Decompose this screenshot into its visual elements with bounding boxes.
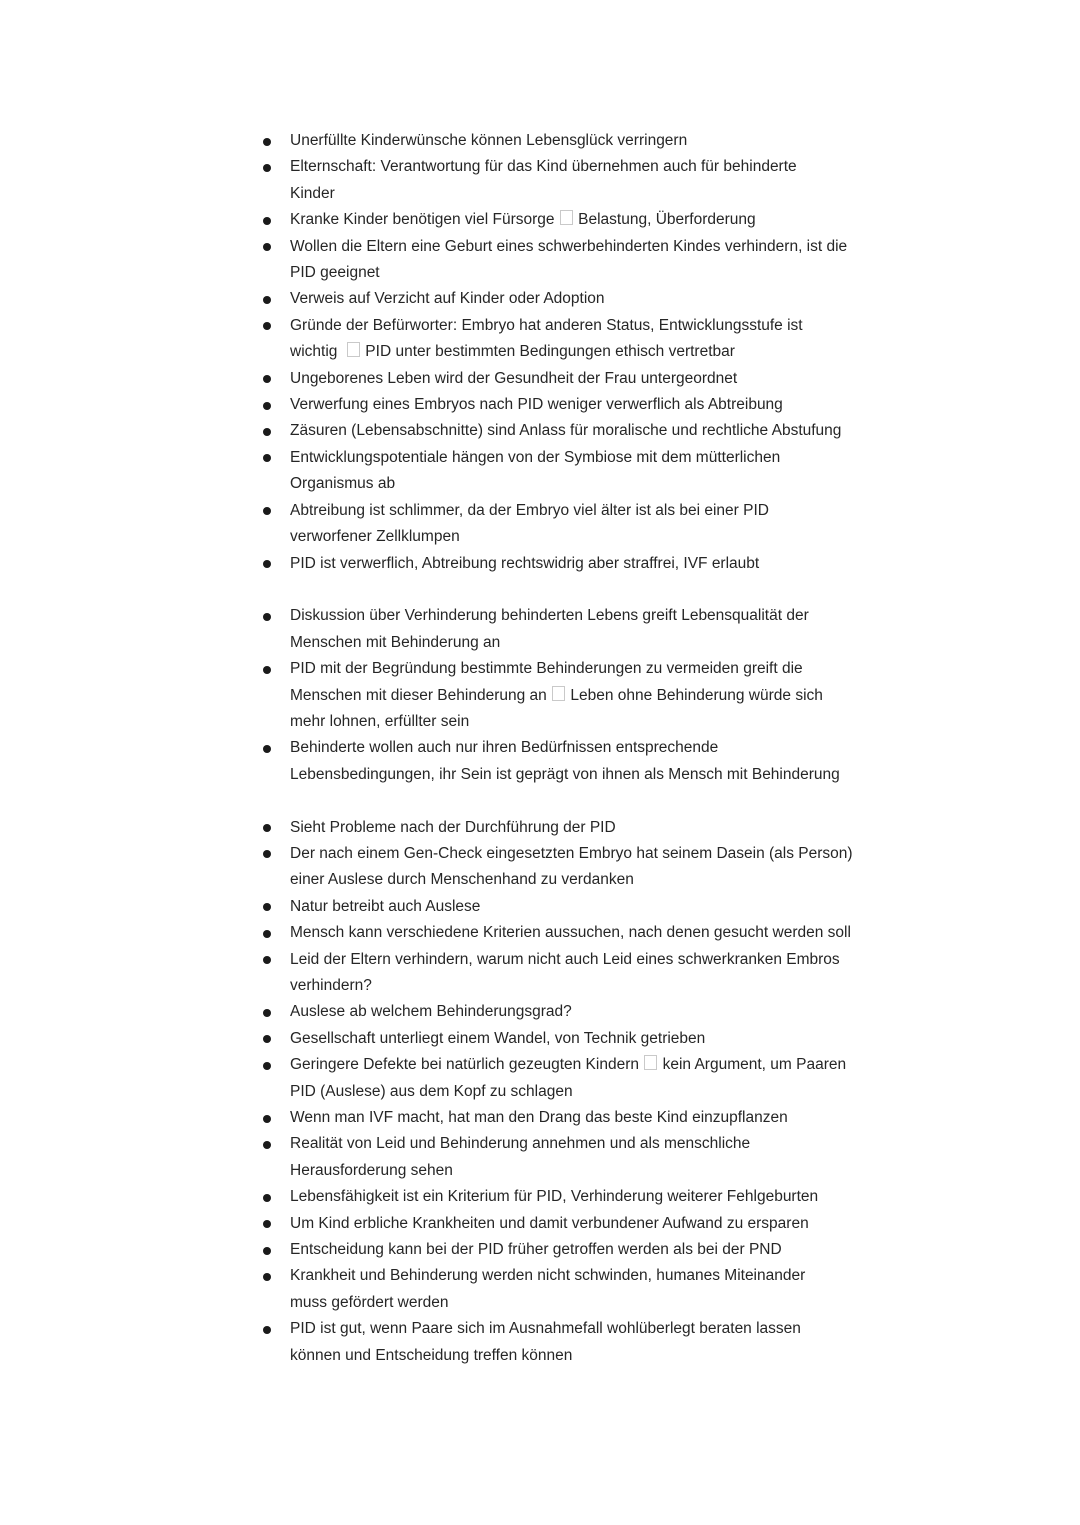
list-item — [262, 735, 1002, 788]
list-item — [262, 128, 1002, 154]
list-item-text: PID ist verwerflich, Abtreibung rechtswidrig aber straffrei, IVF erlaubt — [290, 554, 760, 572]
list-item-text: Unerfüllte Kinderwünsche können Lebensglück verringern — [290, 132, 688, 149]
list-item-text: PID mit der Begründung bestimmte Behinderungen zu vermeiden greift die Menschen mit dieser Behinderung an Leben ohne Behinderung würde sich mehr lohnen, erfüllter sein — [290, 660, 823, 730]
bullet-icon — [263, 930, 271, 938]
bullet-list-group-1 — [262, 128, 1002, 577]
bullet-icon — [263, 1141, 271, 1149]
list-item — [262, 603, 1002, 656]
bullet-icon — [263, 1273, 271, 1281]
list-item-text: Lebensfähigkeit ist ein Kriterium für PID, Verhinderung weiterer Fehlgeburten — [290, 1188, 819, 1206]
list-item-text: Realität von Leid und Behinderung annehmen und als menschliche Herausforderung sehen — [290, 1135, 751, 1179]
bullet-icon — [263, 1194, 271, 1202]
list-item — [262, 366, 1002, 392]
list-item-text: Natur betreibt auch Auslese — [290, 897, 481, 915]
list-item — [262, 894, 1002, 920]
bullet-icon — [263, 1326, 271, 1334]
list-item-text: Abtreibung ist schlimmer, da der Embryo viel älter ist als bei einer PID verworfener Zellklumpen — [290, 501, 769, 546]
list-item-text: Verwerfung eines Embryos nach PID weniger verwerflich als Abtreibung — [290, 396, 783, 414]
list-item-text: Entscheidung kann bei der PID früher getroffen werden als bei der PND — [290, 1241, 782, 1259]
list-item — [262, 999, 1002, 1025]
bullet-icon — [263, 1115, 271, 1123]
bullet-icon — [263, 824, 271, 832]
list-item — [262, 1263, 1002, 1316]
list-item-text: Zäsuren (Lebensabschnitte) sind Anlass für moralische und rechtliche Abstufung — [290, 422, 842, 440]
list-item-text: Leid der Eltern verhindern, warum nicht auch Leid eines schwerkranken Embros verhindern? — [290, 950, 840, 994]
list-item — [262, 1184, 1002, 1210]
list-item — [262, 418, 1002, 444]
list-item — [262, 1026, 1002, 1052]
bullet-icon — [263, 402, 271, 410]
list-item — [262, 154, 1002, 207]
bullet-icon — [263, 164, 271, 172]
list-item-text: Der nach einem Gen-Check eingesetzten Embryo hat seinem Dasein (als Person) einer Auslese durch Menschenhand zu verdanken — [290, 844, 853, 889]
list-item — [262, 1131, 1002, 1184]
list-item — [262, 656, 1002, 735]
list-item-text: Kranke Kinder benötigen viel Fürsorge Belastung, Überforderung — [290, 211, 756, 229]
list-item — [262, 815, 1002, 841]
list-item-text: Elternschaft: Verantwortung für das Kind übernehmen auch für behinderte Kinder — [290, 158, 797, 202]
bullet-list-group-2 — [262, 603, 1002, 788]
list-item — [262, 286, 1002, 312]
bullet-icon — [263, 666, 271, 674]
list-item — [262, 551, 1002, 577]
missing-glyph-box-icon — [644, 1055, 657, 1070]
list-item — [262, 1211, 1002, 1237]
list-item-text: Entwicklungspotentiale hängen von der Symbiose mit dem mütterlichen Organismus ab — [290, 448, 781, 493]
list-item-text: Behinderte wollen auch nur ihren Bedürfnissen entsprechende Lebensbedingungen, ihr Sein ist geprägt von ihnen als Mensch mit Behinderung — [290, 739, 840, 783]
list-item-text: Gründe der Befürworter: Embryo hat anderen Status, Entwicklungsstufe ist wichtig PID unter bestimmten Bedingungen ethisch vertretbar — [290, 316, 803, 361]
list-item — [262, 445, 1002, 498]
bullet-icon — [263, 850, 271, 858]
missing-glyph-box-icon — [560, 210, 573, 225]
bullet-icon — [263, 454, 271, 462]
list-item-text: Ungeborenes Leben wird der Gesundheit der Frau untergeordnet — [290, 369, 738, 387]
bullet-icon — [263, 428, 271, 436]
list-item-text: Geringere Defekte bei natürlich gezeugten Kindern kein Argument, um Paaren PID (Auslese) aus dem Kopf zu schlagen — [290, 1056, 847, 1100]
list-item-text: Diskussion über Verhinderung behinderten Lebens greift Lebensqualität der Menschen mit Behinderung an — [290, 607, 809, 651]
list-item — [262, 313, 1002, 366]
list-item-text: PID ist gut, wenn Paare sich im Ausnahmefall wohlüberlegt beraten lassen können und Entscheidung treffen können — [290, 1320, 801, 1364]
list-item — [262, 498, 1002, 551]
list-item-text: Auslese ab welchem Behinderungsgrad? — [290, 1003, 572, 1021]
list-item — [262, 1052, 1002, 1105]
bullet-icon — [263, 322, 271, 330]
bullet-icon — [263, 375, 271, 383]
document-page — [262, 128, 1002, 1369]
bullet-icon — [263, 1247, 271, 1255]
bullet-icon — [263, 243, 271, 251]
list-item-text: Sieht Probleme nach der Durchführung der PID — [290, 818, 616, 836]
bullet-icon — [263, 956, 271, 964]
list-item-text: Krankheit und Behinderung werden nicht schwinden, humanes Miteinander muss gefördert werden — [290, 1267, 806, 1311]
list-item — [262, 1105, 1002, 1131]
list-item-text: Mensch kann verschiedene Kriterien aussuchen, nach denen gesucht werden soll — [290, 924, 851, 942]
missing-glyph-box-icon — [347, 342, 360, 357]
missing-glyph-box-icon — [552, 686, 565, 701]
list-item — [262, 392, 1002, 418]
list-item — [262, 920, 1002, 946]
list-item — [262, 207, 1002, 233]
bullet-icon — [263, 296, 271, 304]
list-item — [262, 1316, 1002, 1369]
bullet-icon — [263, 613, 271, 621]
list-item-text: Um Kind erbliche Krankheiten und damit verbundener Aufwand zu ersparen — [290, 1214, 809, 1232]
bullet-list-group-3 — [262, 815, 1002, 1370]
list-item — [262, 841, 1002, 894]
list-item — [262, 947, 1002, 1000]
list-item-text: Verweis auf Verzicht auf Kinder oder Adoption — [290, 290, 605, 308]
bullet-icon — [263, 1035, 271, 1043]
bullet-icon — [263, 745, 271, 753]
bullet-icon — [263, 217, 271, 225]
list-item-text: Wollen die Eltern eine Geburt eines schwerbehinderten Kindes verhindern, ist die PID geeignet — [290, 237, 848, 282]
list-item — [262, 234, 1002, 287]
list-item-text: Gesellschaft unterliegt einem Wandel, von Technik getrieben — [290, 1029, 706, 1047]
bullet-icon — [263, 138, 271, 146]
list-item-text: Wenn man IVF macht, hat man den Drang das beste Kind einzupflanzen — [290, 1109, 788, 1126]
list-item — [262, 1237, 1002, 1263]
bullet-icon — [263, 1062, 271, 1070]
bullet-icon — [263, 1220, 271, 1228]
bullet-icon — [263, 507, 271, 515]
bullet-icon — [263, 1009, 271, 1017]
bullet-icon — [263, 560, 271, 568]
bullet-icon — [263, 903, 271, 911]
